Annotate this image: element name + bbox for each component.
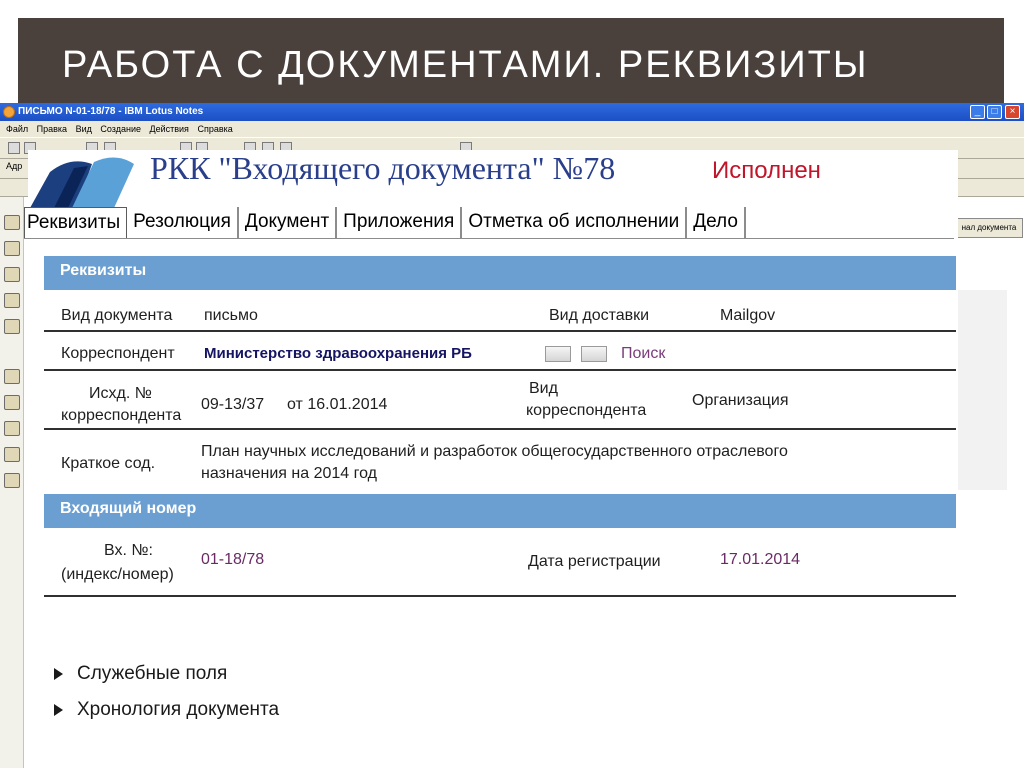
address-label: Адр bbox=[6, 161, 23, 171]
corr-type-label-1: Вид bbox=[529, 380, 558, 397]
chronology-toggle[interactable]: Хронология документа bbox=[77, 699, 280, 720]
menu-view[interactable]: Вид bbox=[75, 124, 92, 134]
chronology-twisty-icon[interactable] bbox=[54, 704, 63, 716]
mail-bookmark-icon[interactable] bbox=[4, 241, 20, 256]
correspondent-value: Министерство здравоохранения РБ bbox=[204, 345, 472, 362]
tab-baseline bbox=[24, 238, 954, 239]
document-status: Исполнен bbox=[712, 157, 821, 184]
out-date-value: от 16.01.2014 bbox=[287, 396, 388, 413]
todo-bookmark-icon[interactable] bbox=[4, 293, 20, 308]
menu-file[interactable]: Файл bbox=[6, 124, 29, 134]
tab-attachments[interactable]: Приложения bbox=[337, 207, 462, 239]
slide-title: РАБОТА С ДОКУМЕНТАМИ. РЕКВИЗИТЫ bbox=[62, 44, 869, 86]
bookmark-icon[interactable] bbox=[4, 215, 20, 230]
service-fields-toggle[interactable]: Служебные поля bbox=[77, 663, 228, 684]
tab-execution-mark[interactable]: Отметка об исполнении bbox=[462, 207, 687, 239]
database-bookmark-icon[interactable] bbox=[4, 319, 20, 334]
delivery-value: Mailgov bbox=[720, 307, 776, 324]
ministry-logo bbox=[30, 150, 134, 208]
row-divider bbox=[44, 330, 956, 332]
right-panel bbox=[955, 290, 1007, 490]
bookmark-bar bbox=[0, 197, 24, 768]
row-divider bbox=[44, 595, 956, 597]
summary-line-2: назначения на 2014 год bbox=[201, 465, 377, 482]
tab-bar bbox=[24, 207, 746, 239]
maximize-button[interactable]: □ bbox=[987, 105, 1002, 119]
doc-type-value: письмо bbox=[204, 307, 258, 324]
summary-label: Краткое сод. bbox=[61, 455, 156, 472]
correspondent-select-button[interactable] bbox=[545, 346, 571, 362]
window-title: ПИСЬМО N-01-18/78 - IBM Lotus Notes bbox=[18, 106, 204, 117]
menu-bar bbox=[0, 121, 1024, 137]
summary-line-1: План научных исследований и разработок общегосударственного отраслевого bbox=[201, 443, 788, 460]
minimize-button[interactable]: _ bbox=[970, 105, 985, 119]
menu-actions[interactable]: Действия bbox=[149, 124, 189, 134]
row-divider bbox=[44, 369, 956, 371]
calendar-bookmark-icon[interactable] bbox=[4, 267, 20, 282]
lotus-notes-icon bbox=[3, 106, 15, 118]
reg-date-label: Дата регистрации bbox=[528, 553, 661, 570]
in-number-label-1: Вх. №: bbox=[104, 542, 153, 559]
tab-document[interactable]: Документ bbox=[239, 207, 337, 239]
tab-case[interactable]: Дело bbox=[687, 207, 746, 239]
in-number-value: 01-18/78 bbox=[201, 551, 265, 568]
reg-date-value: 17.01.2014 bbox=[720, 551, 801, 568]
menu-create[interactable]: Создание bbox=[100, 124, 141, 134]
doc-type-label: Вид документа bbox=[61, 307, 173, 324]
service-fields-twisty-icon[interactable] bbox=[54, 668, 63, 680]
row-divider bbox=[44, 428, 956, 430]
close-button[interactable]: × bbox=[1005, 105, 1020, 119]
menu-edit[interactable]: Правка bbox=[36, 124, 68, 134]
window-titlebar bbox=[0, 103, 1024, 121]
home-icon[interactable] bbox=[8, 142, 20, 154]
archive-icon[interactable] bbox=[4, 447, 20, 462]
delivery-label: Вид доставки bbox=[549, 307, 650, 324]
section-requisites-header: Реквизиты bbox=[44, 256, 956, 290]
corr-type-value: Организация bbox=[692, 392, 789, 409]
menu-help[interactable]: Справка bbox=[197, 124, 233, 134]
out-number-label-2: корреспондента bbox=[61, 407, 182, 424]
favorites-bookmark-icon[interactable] bbox=[4, 369, 20, 384]
database-icon[interactable] bbox=[4, 395, 20, 410]
tab-resolution[interactable]: Резолюция bbox=[127, 207, 239, 239]
correspondent-label: Корреспондент bbox=[61, 345, 175, 362]
out-number-label-1: Исхд. № bbox=[89, 385, 152, 402]
document-title: РКК "Входящего документа" №78 bbox=[150, 150, 616, 186]
tab-requisites[interactable]: Реквизиты bbox=[24, 207, 127, 239]
replication-icon[interactable] bbox=[4, 421, 20, 436]
out-number-value: 09-13/37 bbox=[201, 396, 265, 413]
section-incoming-header: Входящий номер bbox=[44, 494, 956, 528]
search-link[interactable]: Поиск bbox=[621, 345, 666, 362]
in-number-label-2: (индекс/номер) bbox=[61, 566, 174, 583]
corr-type-label-2: корреспондента bbox=[526, 402, 647, 419]
document-journal-button[interactable]: нал документа bbox=[955, 218, 1023, 238]
correspondent-clear-button[interactable] bbox=[581, 346, 607, 362]
workspace-icon[interactable] bbox=[4, 473, 20, 488]
